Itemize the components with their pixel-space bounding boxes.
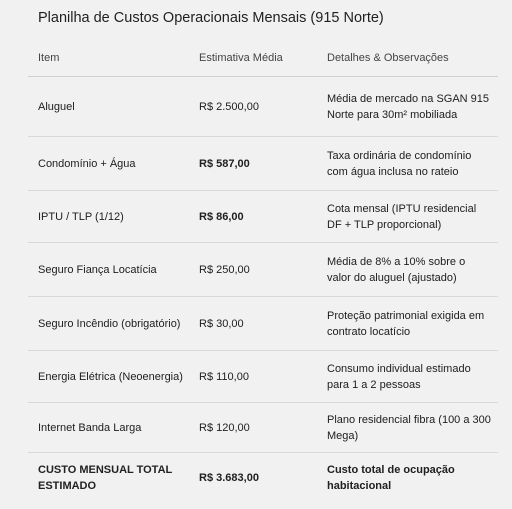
row-details: Média de mercado na SGAN 915 Norte para 30m² mobiliada [327, 77, 498, 137]
table-row [28, 351, 498, 403]
table-row [28, 191, 498, 243]
row-value: R$ 86,00 [199, 191, 327, 243]
row-details: Consumo individual estimado para 1 a 2 pessoas [327, 351, 498, 403]
row-item: Internet Banda Larga [28, 403, 199, 453]
total-value: R$ 3.683,00 [199, 471, 259, 484]
table-total-row [28, 453, 498, 503]
row-value: R$ 250,00 [199, 243, 327, 297]
row-value: R$ 120,00 [199, 403, 327, 453]
row-value: R$ 110,00 [199, 351, 327, 403]
table-header-row [28, 40, 498, 77]
row-item: Seguro Fiança Locatícia [28, 243, 199, 297]
table-row [28, 137, 498, 191]
row-item: Energia Elétrica (Neoenergia) [28, 351, 199, 403]
column-header-estimate: Estimativa Média [199, 40, 327, 77]
table-row [28, 297, 498, 351]
row-details: Cota mensal (IPTU residencial DF + TLP proporcional) [327, 191, 498, 243]
row-item: Aluguel [28, 77, 199, 137]
table-row [28, 77, 498, 137]
row-value: R$ 587,00 [199, 137, 327, 191]
row-item: Seguro Incêndio (obrigatório) [28, 297, 199, 351]
row-details: Média de 8% a 10% sobre o valor do aluguel (ajustado) [327, 243, 498, 297]
row-details: Proteção patrimonial exigida em contrato locatício [327, 297, 498, 351]
total-label: CUSTO MENSUAL TOTAL ESTIMADO [38, 463, 173, 492]
column-header-item: Item [28, 40, 199, 77]
total-details: Custo total de ocupação habitacional [327, 463, 455, 492]
cost-table [28, 40, 498, 503]
column-header-details: Detalhes & Observações [327, 40, 498, 77]
table-row [28, 243, 498, 297]
row-item: Condomínio + Água [28, 137, 199, 191]
row-value: R$ 30,00 [199, 297, 327, 351]
row-item: IPTU / TLP (1/12) [28, 191, 199, 243]
row-details: Plano residencial fibra (100 a 300 Mega) [327, 403, 498, 453]
row-value: R$ 2.500,00 [199, 77, 327, 137]
table-row [28, 403, 498, 453]
page-title: Planilha de Custos Operacionais Mensais (915 Norte) [38, 10, 384, 26]
row-details: Taxa ordinária de condomínio com água inclusa no rateio [327, 137, 498, 191]
